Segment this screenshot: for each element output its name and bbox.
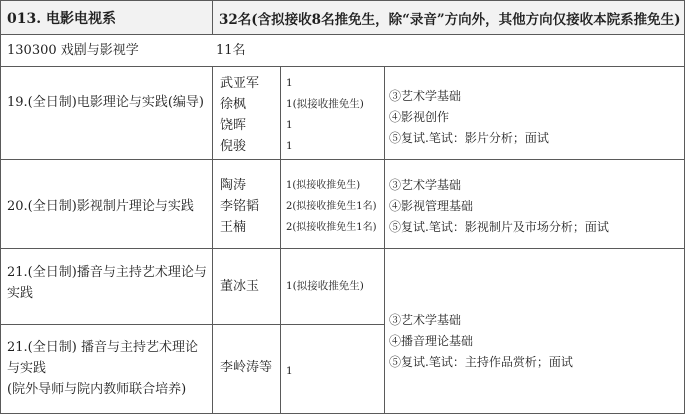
exam-subject: ⑤复试.笔试：影片分析；面试 [389,131,549,145]
row-divider [0,159,685,160]
direction-21: 21.(全日制)播音与主持艺术理论与实践 [7,265,207,301]
exam-subject: ⑤复试.笔试：主持作品赏析；面试 [389,355,573,369]
exam-subject: ④影视创作 [389,110,450,124]
row-divider [0,324,384,325]
teacher-name: 徐枫 [220,97,247,112]
exam-subjects [389,175,609,238]
exam-subject: ③艺术学基础 [389,313,462,327]
row-divider [0,248,685,249]
table-border-bottom [0,413,685,414]
teacher-quota: 1 [286,77,293,89]
department-quota: 32名(含拟接收8名推免生，除“录音”方向外，其他方向仅接收本院系推免生) [219,12,681,28]
teacher-list [220,73,259,157]
teacher-name: 王楠 [220,220,247,235]
major-code-name: 130300 戏剧与影视学 [7,43,139,58]
column-divider [212,66,213,414]
exam-subject: ③艺术学基础 [389,178,462,192]
teacher-list [220,175,259,238]
teacher-name: 李铭韬 [220,199,260,214]
teacher-name: 陶涛 [220,178,247,193]
teacher-quota: 1 [286,140,293,152]
table-border-left [0,0,1,414]
exam-subject: ④播音理论基础 [389,334,474,348]
teacher-quota: 1(拟接收推免生) [286,98,364,110]
direction-19: 19.(全日制)电影理论与实践(编导) [7,95,204,110]
table-border-top [0,0,685,1]
column-divider [384,66,385,414]
exam-subjects [389,86,549,149]
direction-title: 21.(全日制) 播音与主持艺术理论与实践 [7,340,198,376]
major-count: 11名 [216,43,246,58]
teacher-quota: 2(拟接收推免生1名) [286,222,377,233]
exam-subject: ④影视管理基础 [389,199,474,213]
exam-subject: ③艺术学基础 [389,89,462,103]
teacher-name: 武亚军 [220,76,260,91]
teacher-quota: 1 [286,119,293,131]
teacher-quota: 1(拟接收推免生) [286,280,364,292]
direction-20: 20.(全日制)影视制片理论与实践 [7,199,194,214]
teacher-quota: 1 [286,365,293,377]
row-divider [0,66,685,67]
direction-21-joint [7,337,207,400]
teacher-name: 李岭涛等 [220,360,273,375]
department-name: 013. 电影电视系 [7,11,116,27]
column-divider [212,0,213,35]
teacher-quota: 1(拟接收推免生) [286,180,361,191]
exam-subject: ⑤复试.笔试：影视制片及市场分析；面试 [389,220,609,234]
exam-subjects [389,310,573,373]
teacher-name: 董冰玉 [220,279,260,294]
teacher-quota: 2(拟接收推免生1名) [286,201,377,212]
quota-list [286,73,364,157]
direction-note: (院外导师与院内教师联合培养) [7,382,187,397]
quota-list [286,175,377,238]
teacher-name: 饶晖 [220,118,247,133]
column-divider [280,66,281,414]
row-divider [0,34,685,35]
teacher-name: 倪骏 [220,139,247,154]
